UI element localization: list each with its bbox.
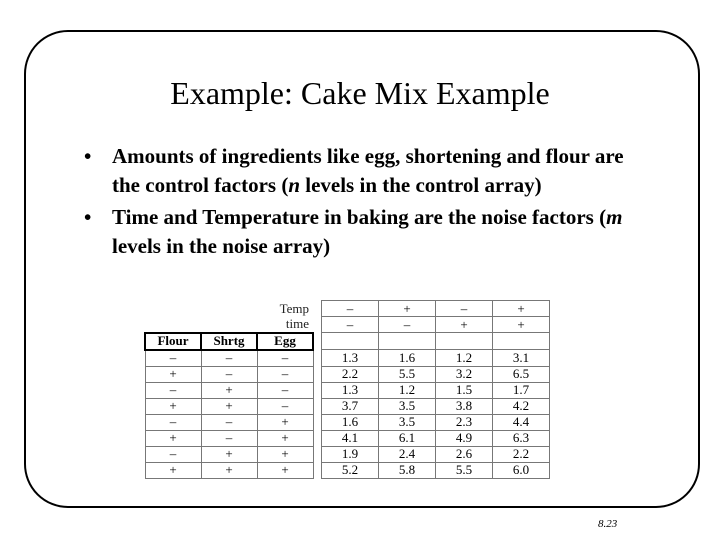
control-level-cell: –	[257, 382, 313, 398]
noise-level-cell: +	[493, 317, 550, 333]
response-value-cell: 5.8	[379, 462, 436, 478]
control-factor-header: Flour	[145, 333, 201, 350]
page-number: 8.23	[598, 518, 618, 530]
control-level-cell: +	[201, 446, 257, 462]
control-level-cell: +	[145, 366, 201, 382]
bullet-text: levels in the noise array)	[112, 234, 331, 258]
response-value-cell: 5.2	[322, 462, 379, 478]
response-value-cell: 1.2	[436, 350, 493, 367]
spacer-cell	[313, 350, 322, 367]
response-value-cell: 1.7	[493, 382, 550, 398]
empty-cell	[322, 333, 379, 350]
bullet-text: levels in the control array)	[300, 173, 542, 197]
noise-level-cell: +	[493, 301, 550, 317]
response-value-cell: 2.6	[436, 446, 493, 462]
bullet-variable: n	[288, 173, 300, 197]
control-level-cell: +	[145, 430, 201, 446]
control-factor-header: Shrtg	[201, 333, 257, 350]
control-level-cell: –	[257, 350, 313, 367]
control-level-cell: –	[201, 350, 257, 367]
empty-cell	[145, 317, 201, 333]
response-value-cell: 6.5	[493, 366, 550, 382]
spacer-cell	[313, 317, 322, 333]
response-value-cell: 4.1	[322, 430, 379, 446]
response-value-cell: 4.2	[493, 398, 550, 414]
table-row	[145, 462, 550, 478]
control-level-cell: –	[257, 398, 313, 414]
empty-cell	[436, 333, 493, 350]
response-value-cell: 5.5	[436, 462, 493, 478]
control-level-cell: –	[257, 366, 313, 382]
response-value-cell: 6.1	[379, 430, 436, 446]
control-factor-header: Egg	[257, 333, 313, 350]
response-value-cell: 2.3	[436, 414, 493, 430]
noise-level-cell: –	[379, 317, 436, 333]
response-value-cell: 3.8	[436, 398, 493, 414]
control-level-cell: +	[201, 398, 257, 414]
noise-factor-label: Temp	[279, 300, 309, 316]
table-row	[145, 398, 550, 414]
bullet-dot-icon: •	[84, 205, 92, 229]
response-value-cell: 1.2	[379, 382, 436, 398]
noise-level-cell: –	[436, 301, 493, 317]
table-row	[145, 350, 550, 367]
control-level-cell: +	[145, 462, 201, 478]
control-level-cell: +	[257, 462, 313, 478]
bullet-item	[84, 142, 644, 200]
empty-cell	[493, 333, 550, 350]
spacer-cell	[313, 446, 322, 462]
spacer-cell	[313, 382, 322, 398]
noise-level-cell: –	[322, 301, 379, 317]
control-level-cell: +	[257, 446, 313, 462]
response-value-cell: 4.9	[436, 430, 493, 446]
empty-cell	[201, 301, 257, 317]
spacer-cell	[313, 414, 322, 430]
control-level-cell: +	[201, 382, 257, 398]
table-row	[145, 366, 550, 382]
response-value-cell: 6.3	[493, 430, 550, 446]
response-value-cell: 1.9	[322, 446, 379, 462]
control-level-cell: –	[145, 382, 201, 398]
slide-title: Example: Cake Mix Example	[170, 75, 550, 111]
spacer-cell	[313, 398, 322, 414]
table-row	[145, 430, 550, 446]
empty-cell	[201, 317, 257, 333]
bullet-item	[84, 203, 644, 261]
noise-header-row	[145, 317, 550, 333]
spacer-cell	[313, 301, 322, 317]
control-header-row	[145, 333, 550, 350]
noise-header-row	[145, 301, 550, 317]
bullet-list	[84, 142, 644, 264]
control-level-cell: +	[145, 398, 201, 414]
control-level-cell: –	[201, 430, 257, 446]
response-value-cell: 1.3	[322, 382, 379, 398]
table-row	[145, 414, 550, 430]
noise-factor-label: time	[285, 316, 309, 331]
cake-mix-table-container	[144, 300, 550, 479]
empty-cell	[145, 301, 201, 317]
response-value-cell: 1.5	[436, 382, 493, 398]
empty-cell	[379, 333, 436, 350]
control-level-cell: +	[201, 462, 257, 478]
response-value-cell: 1.6	[379, 350, 436, 367]
control-level-cell: –	[145, 414, 201, 430]
control-level-cell: +	[257, 430, 313, 446]
spacer-cell	[313, 462, 322, 478]
response-value-cell: 2.2	[322, 366, 379, 382]
cake-mix-table	[144, 300, 550, 479]
noise-level-cell: –	[322, 317, 379, 333]
bullet-text: Amounts of ingredients like egg, shortening and flour are the control factors (	[112, 144, 624, 197]
response-value-cell: 6.0	[493, 462, 550, 478]
spacer-cell	[313, 333, 322, 350]
control-level-cell: –	[201, 414, 257, 430]
response-value-cell: 2.4	[379, 446, 436, 462]
spacer-cell	[313, 430, 322, 446]
response-value-cell: 3.5	[379, 414, 436, 430]
control-level-cell: –	[145, 446, 201, 462]
control-level-cell: +	[257, 414, 313, 430]
noise-level-cell: +	[436, 317, 493, 333]
response-value-cell: 5.5	[379, 366, 436, 382]
control-level-cell: –	[201, 366, 257, 382]
response-value-cell: 4.4	[493, 414, 550, 430]
response-value-cell: 1.3	[322, 350, 379, 367]
response-value-cell: 3.2	[436, 366, 493, 382]
response-value-cell: 3.1	[493, 350, 550, 367]
control-level-cell: –	[145, 350, 201, 367]
response-value-cell: 3.7	[322, 398, 379, 414]
bullet-dot-icon: •	[84, 144, 92, 168]
noise-level-cell: +	[379, 301, 436, 317]
bullet-variable: m	[606, 205, 623, 229]
bullet-text: Time and Temperature in baking are the noise factors (	[112, 205, 607, 229]
response-value-cell: 1.6	[322, 414, 379, 430]
spacer-cell	[313, 366, 322, 382]
table-row	[145, 446, 550, 462]
response-value-cell: 2.2	[493, 446, 550, 462]
table-row	[145, 382, 550, 398]
response-value-cell: 3.5	[379, 398, 436, 414]
